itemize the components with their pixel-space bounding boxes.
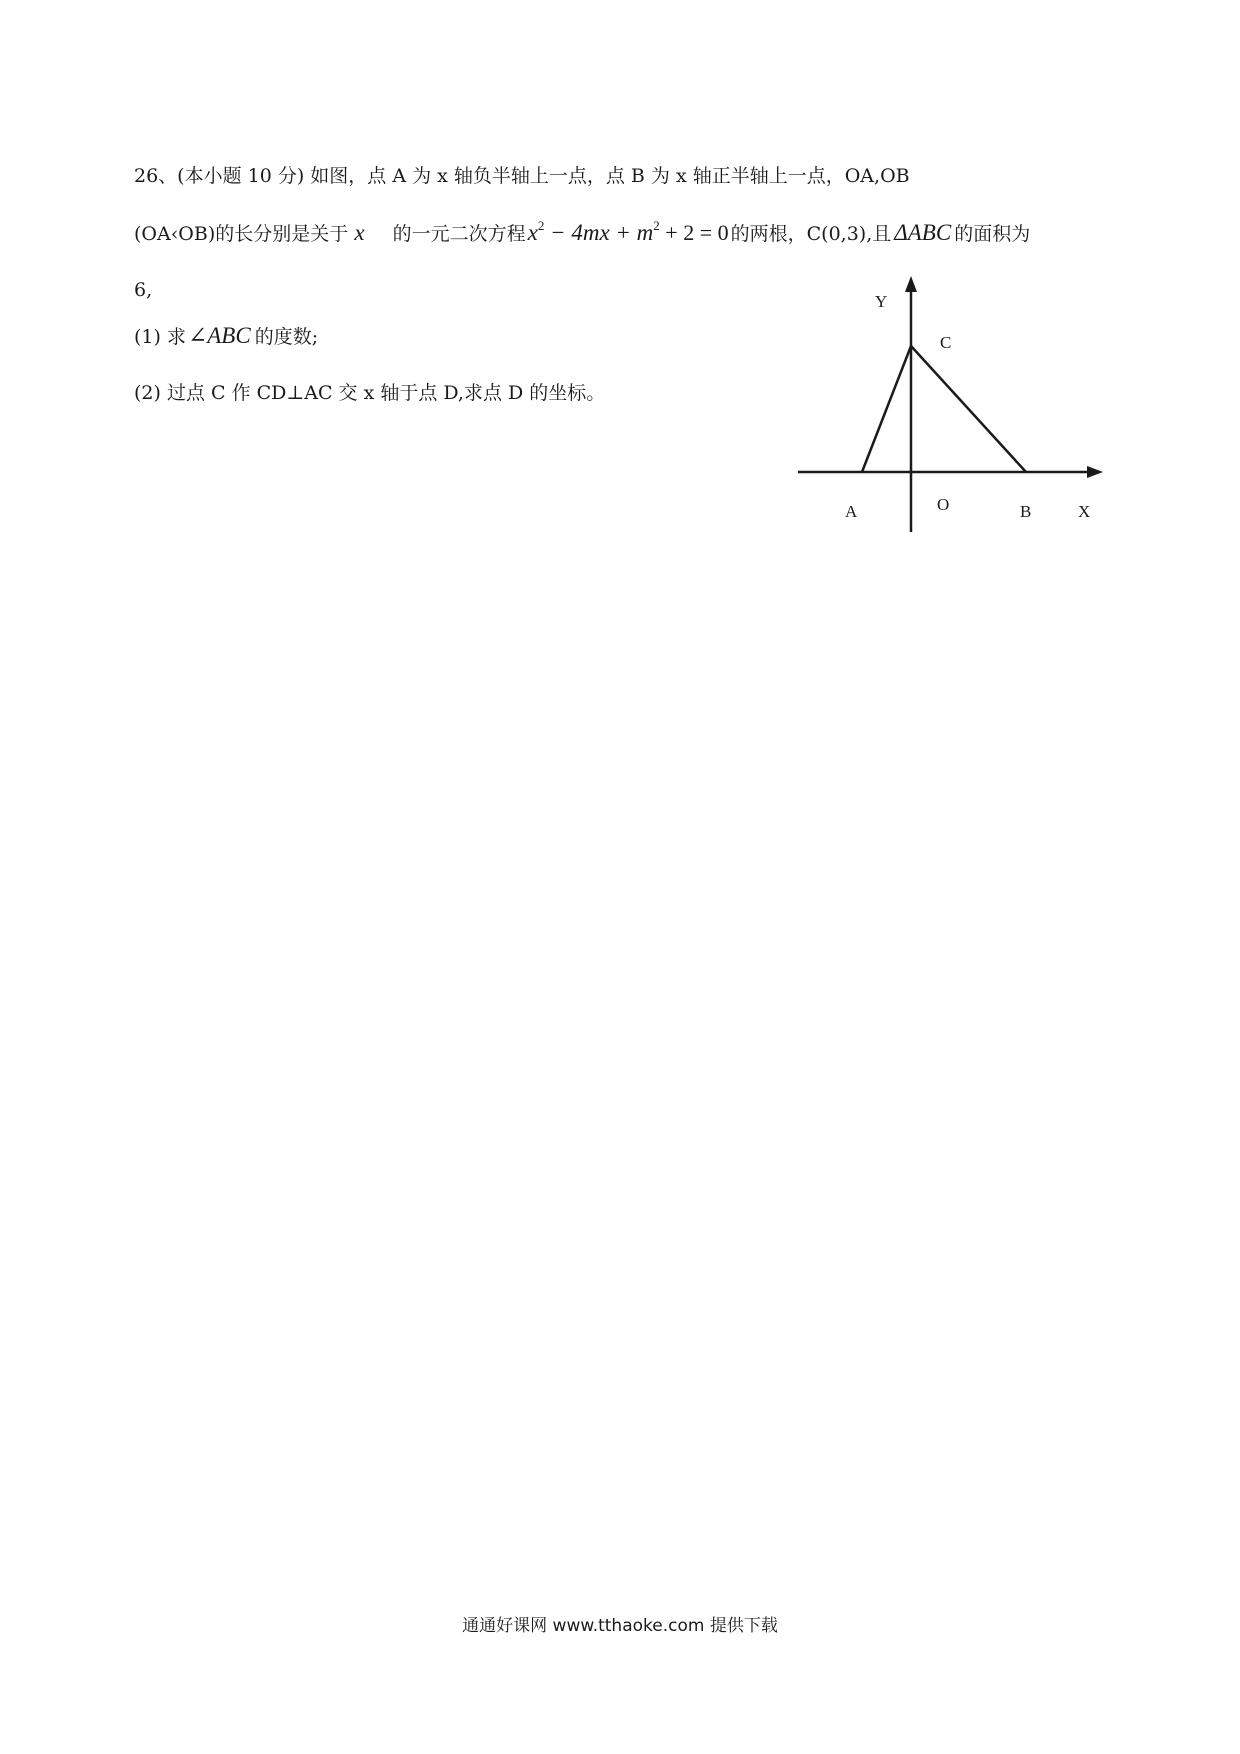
question-2 <box>134 378 605 408</box>
segment-ac <box>862 346 911 472</box>
problem-area-value: 6, <box>134 279 153 301</box>
y-axis-arrow-icon <box>905 276 917 292</box>
problem-roots-suffix: 的两根，C(0,3),且 <box>730 223 892 245</box>
x-axis-arrow-icon <box>1087 466 1103 478</box>
question-1 <box>134 321 318 352</box>
question-2-text: (2) 过点 C 作 CD⊥AC 交 x 轴于点 D,求点 D 的坐标。 <box>134 382 606 404</box>
angle-abc: ∠ABC <box>187 323 251 348</box>
label-a: A <box>845 502 858 521</box>
label-o: O <box>937 495 950 514</box>
problem-area-text: 的面积为 <box>954 223 1031 245</box>
segment-cb <box>911 346 1026 472</box>
label-x: X <box>1078 502 1091 521</box>
problem-intro: 26、(本小题 10 分) 如图，点 A 为 x 轴负半轴上一点，点 B 为 x 轴正半轴上一点，OA,OB <box>134 165 910 187</box>
problem-line-1 <box>134 161 910 191</box>
label-y: Y <box>875 292 888 311</box>
coordinate-figure <box>795 270 1115 540</box>
quadratic-equation: $x^2 - 4mx + m^2 + 2 = 0$ <box>527 218 729 245</box>
footer-text: 通通好课网 www.tthaoke.com 提供下载 <box>462 1616 778 1636</box>
page-footer <box>0 1614 1240 1638</box>
problem-line-2 <box>134 218 1030 249</box>
label-c: C <box>940 333 952 352</box>
problem-equation-intro: 的一元二次方程 <box>392 223 526 245</box>
question-1-suffix: 的度数; <box>254 326 319 348</box>
variable-x: x <box>354 220 365 245</box>
problem-line-3 <box>134 275 152 305</box>
label-b: B <box>1020 502 1032 521</box>
question-1-prefix: (1) 求 <box>134 326 186 348</box>
triangle-abc: ΔABC <box>894 220 952 245</box>
problem-roots-prefix: (OA‹OB)的长分别是关于 <box>134 223 349 245</box>
